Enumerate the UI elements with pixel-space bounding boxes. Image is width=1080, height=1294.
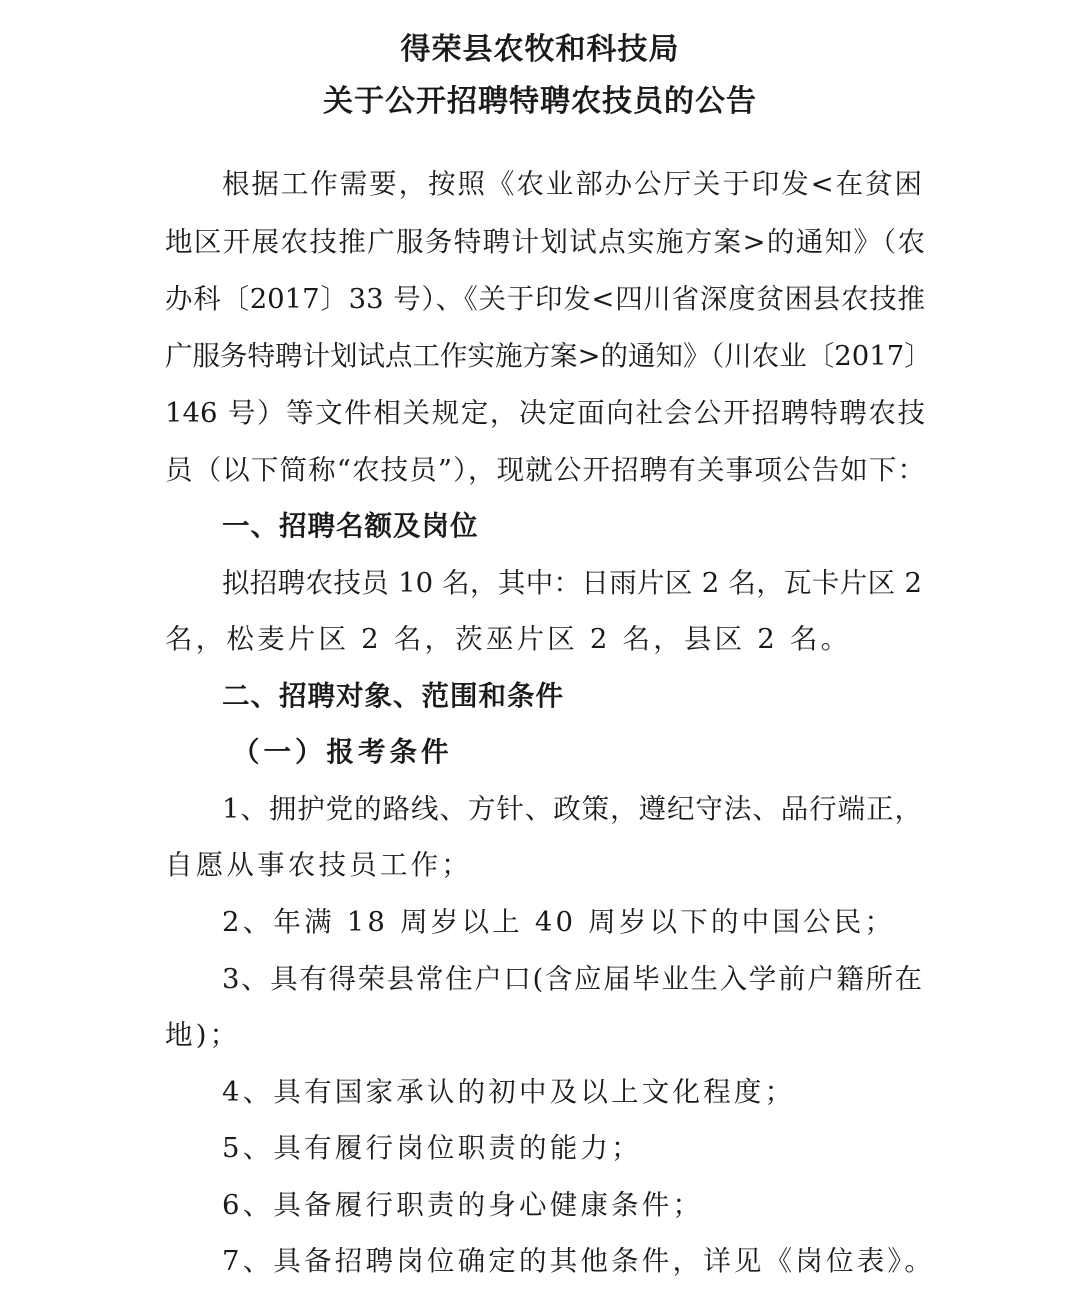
condition-item: 5、具有履行岗位职责的能力； bbox=[222, 1132, 642, 1164]
condition-item: 自愿从事农技员工作； bbox=[165, 849, 472, 881]
condition-item: 6、具备履行职责的身心健康条件； bbox=[222, 1189, 704, 1221]
paragraph-line: 拟招聘农技员 10 名，其中：日雨片区 2 名，瓦卡片区 2 bbox=[222, 567, 922, 599]
document-title bbox=[0, 24, 1080, 128]
paragraph-line: 办科〔2017〕33 号）、《关于印发<四川省深度贫困县农技推 bbox=[165, 283, 925, 315]
paragraph-line: 根据工作需要，按照《农业部办公厅关于印发<在贫困 bbox=[222, 168, 922, 200]
paragraph-line: 员（以下简称“农技员”），现就公开招聘有关事项公告如下： bbox=[165, 454, 925, 486]
condition-item: 3、具有得荣县常住户口(含应届毕业生入学前户籍所在 bbox=[222, 963, 922, 995]
paragraph-line: 名，松麦片区 2 名，茨巫片区 2 名，县区 2 名。 bbox=[165, 623, 852, 655]
condition-item: 7、具备招聘岗位确定的其他条件，详见《岗位表》。 bbox=[222, 1245, 936, 1277]
condition-item: 2、年满 18 周岁以上 40 周岁以下的中国公民； bbox=[222, 906, 896, 938]
condition-item: 1、拥护党的路线、方针、政策，遵纪守法、品行端正， bbox=[222, 793, 922, 825]
condition-item: 4、具有国家承认的初中及以上文化程度； bbox=[222, 1076, 796, 1108]
title-line-2: 关于公开招聘特聘农技员的公告 bbox=[323, 84, 757, 119]
paragraph-line: 146 号）等文件相关规定，决定面向社会公开招聘特聘农技 bbox=[165, 397, 925, 429]
paragraph-line: 广服务特聘计划试点工作实施方案>的通知》（川农业〔2017〕 bbox=[165, 340, 932, 372]
subsection-heading: （一）报考条件 bbox=[232, 736, 453, 768]
title-line-1: 得荣县农牧和科技局 bbox=[400, 32, 680, 67]
condition-item: 地)； bbox=[165, 1019, 241, 1051]
paragraph-line: 地区开展农技推广服务特聘计划试点实施方案>的通知》（农 bbox=[165, 226, 925, 258]
section-heading: 一、招聘名额及岗位 bbox=[222, 510, 479, 542]
section-heading: 二、招聘对象、范围和条件 bbox=[222, 680, 564, 712]
